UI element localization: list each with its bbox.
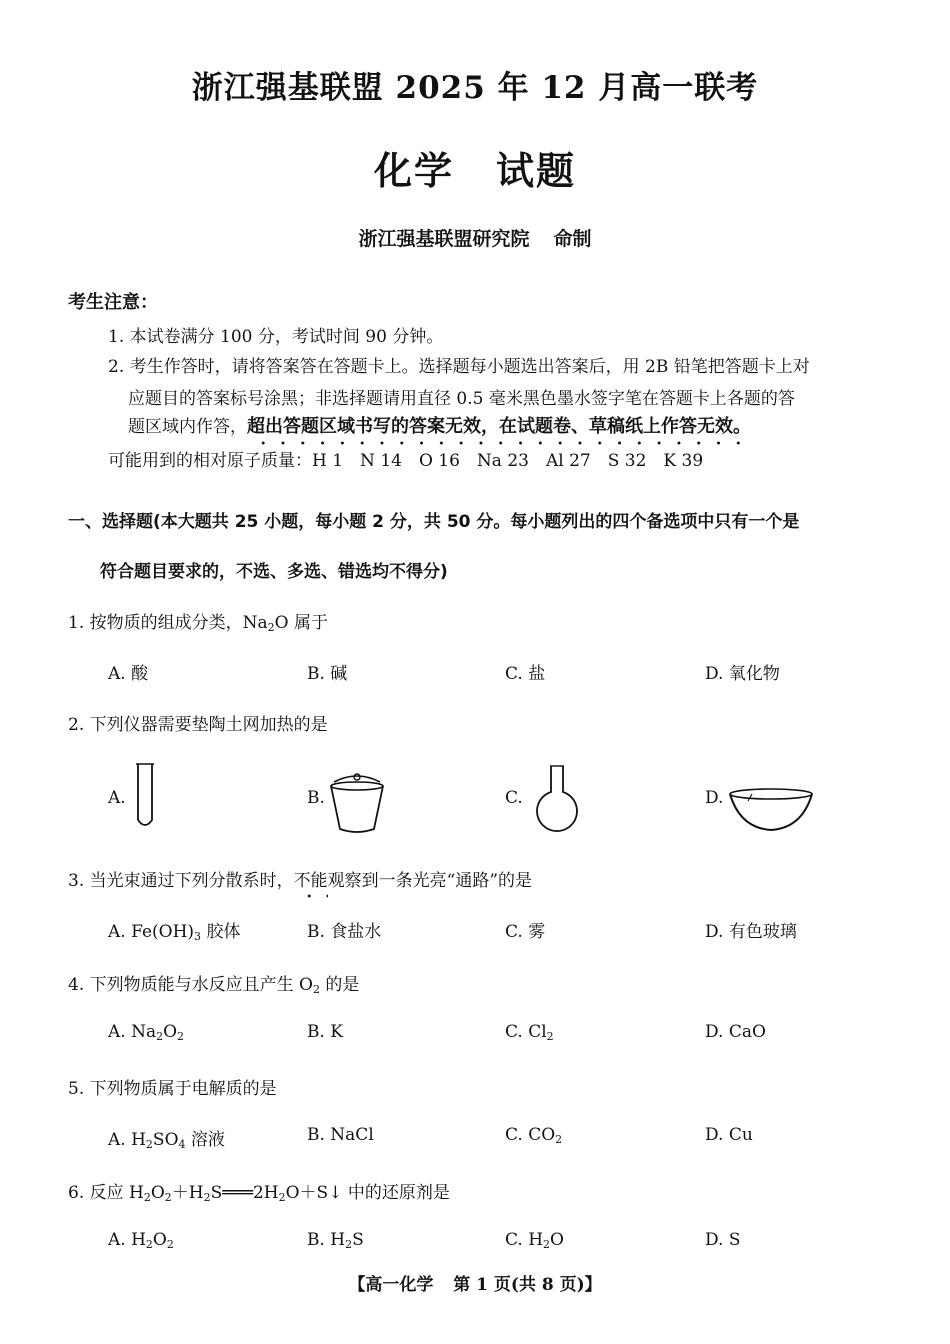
q3-option-b: B. 食盐水 xyxy=(307,922,382,942)
q4-stem-suffix: 的是 xyxy=(319,975,360,995)
q6-stem-sub-1: 2 xyxy=(143,1191,151,1204)
test-tube-icon xyxy=(134,762,156,832)
q4-stem-prefix: 4. 下列物质能与水反应且产生 O xyxy=(68,975,313,995)
q3-option-d: D. 有色玻璃 xyxy=(705,922,797,942)
exam-title: 浙江强基联盟 2025 年 12 月高一联考 xyxy=(191,70,759,106)
q4-a-sub-2: 2 xyxy=(177,1030,185,1043)
q4-option-a xyxy=(108,1022,184,1043)
q6-option-c xyxy=(505,1230,564,1251)
notice-emphasis: 超出答题区域书写的答案无效，在试题卷、草稿纸上作答无效。 xyxy=(247,416,751,446)
evaporating-dish-icon xyxy=(726,786,816,834)
notice-item-1: 1. 本试卷满分 100 分，考试时间 90 分钟。 xyxy=(108,327,444,347)
q5-a-sub-1: 2 xyxy=(145,1138,153,1151)
notice-heading: 考生注意： xyxy=(68,292,158,313)
footer-course: 【高一化学 xyxy=(348,1275,434,1295)
q6-a-part-2: O xyxy=(152,1230,167,1250)
atomic-mass-line: 可能用到的相对原子质量：H 1 N 14 O 16 Na 23 Al 27 S 32 K 39 xyxy=(108,451,704,471)
q6-stem-part-2: O xyxy=(150,1183,165,1203)
publisher-line xyxy=(0,224,950,251)
q3-stem-suffix: 观察到一条光亮“通路”的是 xyxy=(327,871,533,891)
q6-c-part-1: C. H xyxy=(505,1230,544,1250)
q2-option-a: A. xyxy=(108,788,126,808)
q4-stem-sub: 2 xyxy=(312,983,320,996)
q6-b-sub-1: 2 xyxy=(345,1238,353,1251)
q2-option-d: D. xyxy=(705,788,724,808)
q2-option-c: C. xyxy=(505,788,523,808)
q1-option-d: D. 氧化物 xyxy=(705,664,780,684)
q6-c-part-2: O xyxy=(550,1230,564,1250)
q6-stem-sub-4: 2 xyxy=(278,1191,286,1204)
q4-option-d: D. CaO xyxy=(705,1022,766,1042)
notice-item-2-line-1: 2. 考生作答时，请将答案答在答题卡上。选择题每小题选出答案后，用 2B 铅笔把答题卡上对 xyxy=(108,357,810,377)
q3-option-c: C. 雾 xyxy=(505,922,546,942)
q1-stem-prefix: 1. 按物质的组成分类，Na xyxy=(68,613,268,633)
q6-stem-sub-2: 2 xyxy=(164,1191,172,1204)
q2-option-b: B. xyxy=(307,788,325,808)
q3-stem-prefix: 3. 当光束通过下列分散系时， xyxy=(68,871,294,891)
q1-option-a: A. 酸 xyxy=(108,664,149,684)
question-3-stem xyxy=(68,866,532,891)
page-footer xyxy=(0,1270,950,1295)
q5-option-a xyxy=(108,1125,225,1151)
q3-option-a xyxy=(108,917,240,943)
notice-item-2-line-3-prefix: 题区域内作答， xyxy=(128,417,247,437)
q3-stem-emphasis: 不能 xyxy=(294,871,328,899)
q4-option-b: B. K xyxy=(307,1022,344,1042)
q1-stem-suffix: O 属于 xyxy=(274,613,328,633)
q6-option-d: D. S xyxy=(705,1230,741,1250)
q6-c-sub-1: 2 xyxy=(543,1238,551,1251)
q6-stem-sub-3: 2 xyxy=(203,1191,211,1204)
q5-option-d: D. Cu xyxy=(705,1125,753,1145)
q6-b-part-2: S xyxy=(352,1230,364,1250)
q5-option-c xyxy=(505,1125,562,1146)
q5-c-part-1: C. CO xyxy=(505,1125,556,1145)
q1-option-b: B. 碱 xyxy=(307,664,348,684)
subject-title xyxy=(0,140,950,195)
q5-a-part-1: A. H xyxy=(108,1130,146,1150)
q1-stem-sub: 2 xyxy=(267,621,275,634)
question-6-stem xyxy=(68,1178,450,1204)
question-2-stem: 2. 下列仪器需要垫陶土网加热的是 xyxy=(68,715,328,735)
footer-page-info: 第 1 页(共 8 页)】 xyxy=(453,1275,602,1295)
subject-name: 化学 xyxy=(373,148,454,193)
crucible-icon xyxy=(326,771,388,835)
publisher-suffix: 命制 xyxy=(553,228,592,250)
q5-a-part-3: 溶液 xyxy=(185,1130,225,1150)
publisher-name: 浙江强基联盟研究院 xyxy=(358,228,530,250)
q6-stem-part-5: O＋S↓ 中的还原剂是 xyxy=(285,1183,450,1203)
section-1-heading-line-2: 符合题目要求的，不选、多选、错选均不得分) xyxy=(100,562,448,582)
q6-option-a xyxy=(108,1230,174,1251)
subject-suffix: 试题 xyxy=(496,148,577,193)
q4-c-part-1: C. Cl xyxy=(505,1022,547,1042)
q1-option-c: C. 盐 xyxy=(505,664,546,684)
question-4-stem xyxy=(68,970,359,996)
notice-item-2-line-2: 应题目的答案标号涂黑；非选择题请用直径 0.5 毫米黑色墨水签字笔在答题卡上各题的答 xyxy=(128,389,795,409)
q6-a-sub-1: 2 xyxy=(145,1238,153,1251)
q3-a-suffix: 胶体 xyxy=(201,922,241,942)
q4-a-sub-1: 2 xyxy=(156,1030,164,1043)
q6-stem-part-1: 6. 反应 H xyxy=(68,1183,144,1203)
q4-c-sub-1: 2 xyxy=(546,1030,554,1043)
q5-option-b: B. NaCl xyxy=(307,1125,374,1145)
q4-option-c xyxy=(505,1022,554,1043)
q3-a-sub: 3 xyxy=(194,930,202,943)
q4-a-part-2: O xyxy=(163,1022,178,1042)
q6-a-sub-2: 2 xyxy=(166,1238,174,1251)
q6-stem-part-4: S═══2H xyxy=(210,1183,279,1203)
round-bottom-flask-icon xyxy=(532,764,582,836)
q6-a-part-1: A. H xyxy=(108,1230,146,1250)
q6-b-part-1: B. H xyxy=(307,1230,346,1250)
notice-item-2-line-3 xyxy=(128,412,751,438)
q3-a-prefix: A. Fe(OH) xyxy=(108,922,195,942)
q6-option-b xyxy=(307,1230,364,1251)
question-1-stem xyxy=(68,608,328,634)
section-1-heading-line-1: 一、选择题(本大题共 25 小题，每小题 2 分，共 50 分。每小题列出的四个备选项中只有一个是 xyxy=(68,512,800,532)
question-5-stem: 5. 下列物质属于电解质的是 xyxy=(68,1079,277,1099)
q5-a-sub-2: 4 xyxy=(178,1138,186,1151)
q6-stem-part-3: ＋H xyxy=(171,1183,204,1203)
q5-c-sub-1: 2 xyxy=(555,1133,563,1146)
q4-a-part-1: A. Na xyxy=(108,1022,157,1042)
q5-a-part-2: SO xyxy=(152,1130,179,1150)
